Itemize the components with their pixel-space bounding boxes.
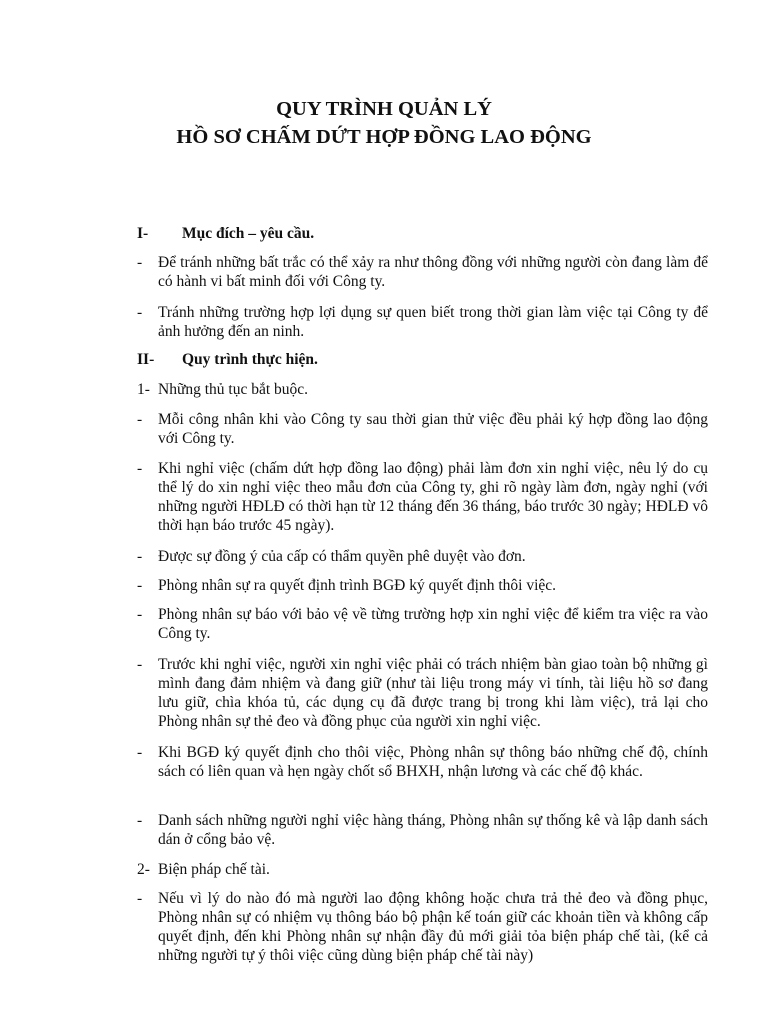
list-item-text: Được sự đồng ý của cấp có thẩm quyền phê duyệt vào đơn. [158, 548, 526, 565]
list-item-text: Trước khi nghỉ việc, người xin nghỉ việc phải có trách nhiệm bàn giao toàn bộ những gì mình đang đảm nhiệm và đang giữ (như tài liệu trong máy vi tính, tài liệu hồ sơ đang lưu giữ, chìa khóa tủ, các dụng cụ đã được trang bị trong khi làm việc), trả lại cho Phòng nhân sự thẻ đeo và đồng phục của người xin nghỉ việc. [158, 656, 708, 730]
subsection-label: Biện pháp chế tài. [158, 861, 270, 878]
list-item [137, 605, 708, 643]
list-item [137, 655, 708, 731]
list-marker: - [137, 744, 143, 761]
list-item [137, 576, 708, 595]
list-marker: - [137, 890, 143, 907]
list-item-text: Tránh những trường hợp lợi dụng sự quen biết trong thời gian làm việc tại Công ty để ảnh hưởng đến an ninh. [158, 304, 708, 340]
subsection-2-heading [137, 860, 708, 879]
subsection-1-heading [137, 380, 708, 399]
list-item [137, 253, 708, 291]
list-marker: - [137, 577, 143, 594]
list-marker: - [137, 460, 143, 477]
section-number: II- [137, 351, 155, 368]
list-marker: - [137, 304, 143, 321]
subsection-number: 1- [137, 381, 150, 398]
list-marker: - [137, 548, 143, 565]
section-label: Quy trình thực hiện. [182, 351, 318, 368]
list-marker: - [137, 606, 143, 623]
list-item-text: Mỗi công nhân khi vào Công ty sau thời gian thử việc đều phải ký hợp đồng lao động với Công ty. [158, 411, 708, 447]
list-item-text: Để tránh những bất trắc có thể xảy ra như thông đồng với những người còn đang làm để có hành vi bất minh đối với Công ty. [158, 254, 708, 290]
list-item-text: Phòng nhân sự báo với bảo vệ về từng trường hợp xin nghỉ việc để kiểm tra việc ra vào Công ty. [158, 606, 708, 642]
list-marker: - [137, 656, 143, 673]
list-item-text: Danh sách những người nghỉ việc hàng tháng, Phòng nhân sự thống kê và lập danh sách dán ở cổng bảo vệ. [158, 812, 708, 848]
subsection-number: 2- [137, 861, 150, 878]
list-item-text: Khi BGĐ ký quyết định cho thôi việc, Phòng nhân sự thông báo những chế độ, chính sách có liên quan và hẹn ngày chốt sổ BHXH, nhận lương và các chế độ khác. [158, 744, 708, 780]
document-title-line-2: HỒ SƠ CHẤM DỨT HỢP ĐỒNG LAO ĐỘNG [176, 126, 592, 148]
section-number: I- [137, 225, 149, 242]
list-item [137, 303, 708, 341]
list-item [137, 547, 708, 566]
list-item [137, 459, 708, 535]
list-item [137, 889, 708, 965]
list-marker: - [137, 254, 143, 271]
subsection-label: Những thủ tục bắt buộc. [158, 381, 309, 398]
document-title-line-1: QUY TRÌNH QUẢN LÝ [276, 98, 492, 120]
list-marker: - [137, 411, 143, 428]
list-item-text: Nếu vì lý do nào đó mà người lao động không hoặc chưa trả thẻ đeo và đồng phục, Phòng nhân sự có nhiệm vụ thông báo bộ phận kế toán giữ các khoản tiền và không cấp quyết định, đến khi Phòng nhân sự nhận đầy đủ mới giải tỏa biện pháp chế tài, (kể cả những người tự ý thôi việc cũng dùng biện pháp chế tài này) [158, 890, 708, 964]
list-item [137, 743, 708, 781]
list-item [137, 811, 708, 849]
section-label: Mục đích – yêu cầu. [182, 225, 315, 242]
list-marker: - [137, 812, 143, 829]
list-item-text: Khi nghỉ việc (chấm dứt hợp đồng lao động) phải làm đơn xin nghỉ việc, nêu lý do cụ thể lý do xin nghỉ việc theo mẫu đơn của Công ty, ghi rõ ngày làm đơn, ngày nghỉ (với những người HĐLĐ có thời hạn từ 12 tháng đến 36 tháng, báo trước 30 ngày; HĐLĐ vô thời hạn báo trước 45 ngày). [158, 460, 708, 534]
list-item-text: Phòng nhân sự ra quyết định trình BGĐ ký quyết định thôi việc. [158, 577, 557, 594]
list-item [137, 410, 708, 448]
